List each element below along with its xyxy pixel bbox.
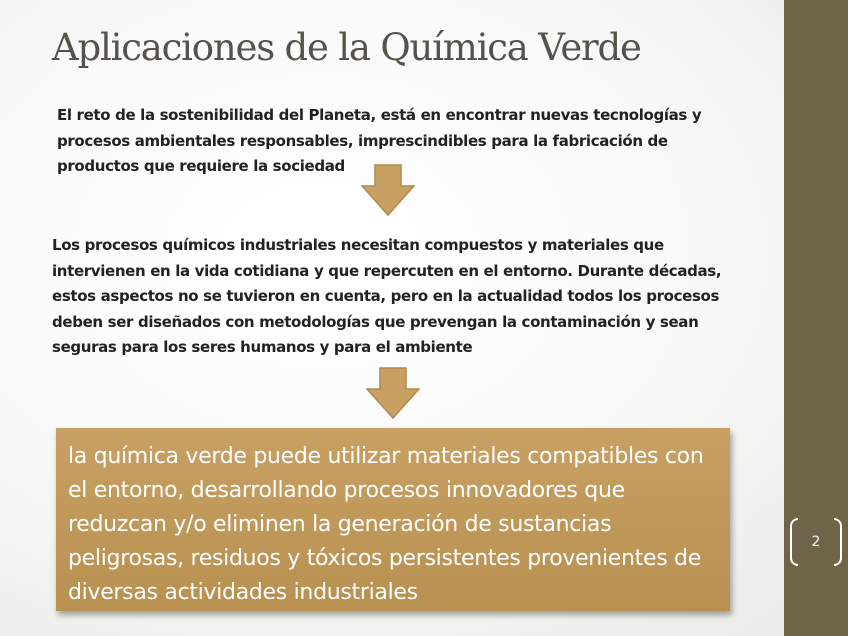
arrow-down-icon (361, 164, 415, 216)
page-number (790, 518, 842, 566)
page-number-text: 2 (811, 534, 821, 550)
green-chemistry-callout (56, 428, 730, 611)
callout-text: la química verde puede utilizar materiales compatibles con el entorno, desarrollando procesos innovadores que reduzcan y/o eliminen la generación de sustancias peligrosas, residuos y tóxicos persistentes provenientes de diversas actividades industriales (68, 444, 704, 605)
right-bracket (834, 518, 842, 566)
left-bracket (790, 518, 798, 566)
intro-paragraph: El reto de la sostenibilidad del Planeta, está en encontrar nuevas tecnologías y procesos ambientales responsables, imprescindibles para la fabricación de productos que requiere la sociedad (57, 106, 702, 175)
process-paragraph: Los procesos químicos industriales necesitan compuestos y materiales que intervienen en la vida cotidiana y que repercuten en el entorno. Durante décadas, estos aspectos no se tuvieron en cuenta, pero en la actualidad todos los procesos deben ser diseñados con metodologías que prevengan la contaminación y sean seguras para los seres humanos y para el ambiente (52, 236, 722, 356)
slide-title: Aplicaciones de la Química Verde (52, 26, 641, 69)
arrow-down-icon (366, 367, 420, 419)
